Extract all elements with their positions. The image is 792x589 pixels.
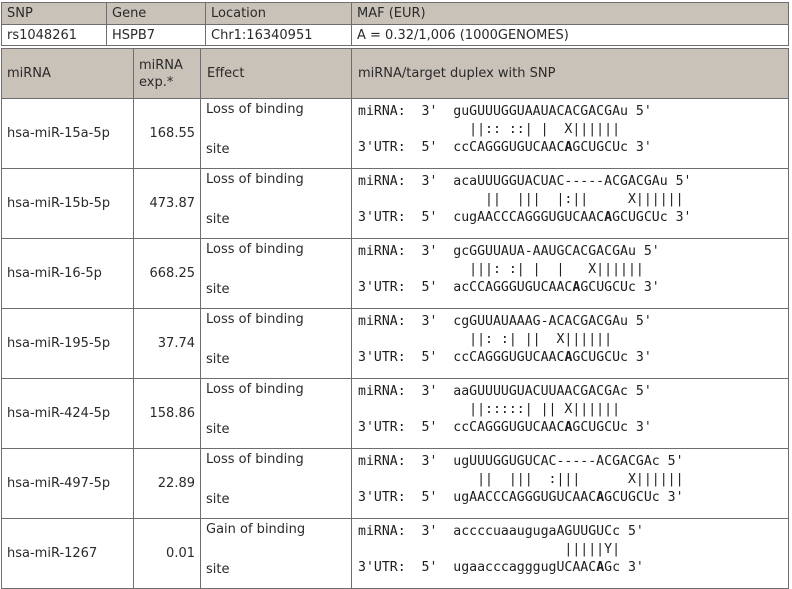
- duplex-alignment: [358, 313, 788, 367]
- duplex-alignment: [358, 173, 788, 227]
- duplex-cell: [352, 379, 789, 449]
- mirna-header-row: [2, 49, 789, 99]
- mirna-name-cell: hsa-miR-16-5p: [2, 239, 134, 309]
- duplex-header-cell: miRNA/target duplex with SNP: [352, 49, 789, 99]
- snp-allele: A: [564, 140, 573, 155]
- mirna-header-cell: miRNA: [2, 49, 134, 99]
- mirna-row: [2, 239, 789, 309]
- maf-cell: A = 0.32/1,006 (1000GENOMES): [352, 25, 789, 46]
- snp-allele: A: [604, 210, 613, 225]
- effect-line1: Loss of binding: [206, 172, 304, 187]
- effect-cell: [201, 169, 352, 239]
- utr-sequence-prefix: 3'UTR: 5' cugAACCCAGGGUGUCAAC: [358, 210, 605, 225]
- effect-line2: site: [206, 492, 230, 507]
- duplex-utr-line: [358, 279, 788, 297]
- duplex-pairing-line: || ||| |:|| X||||||: [358, 192, 684, 207]
- mirna-expression-cell: 37.74: [134, 309, 201, 379]
- mirna-row: [2, 519, 789, 589]
- effect-line1: Loss of binding: [206, 452, 304, 467]
- duplex-pairing-line: ||: :| || X||||||: [358, 332, 613, 347]
- effect-cell: [201, 519, 352, 589]
- expression-header-line1: miRNA: [139, 57, 183, 73]
- mirna-name-cell: hsa-miR-15a-5p: [2, 99, 134, 169]
- snp-allele: A: [564, 420, 573, 435]
- mirna-row: [2, 169, 789, 239]
- effect-cell: [201, 449, 352, 519]
- effect-line2: site: [206, 142, 230, 157]
- utr-sequence-suffix: GCUGCUc 3': [572, 140, 652, 155]
- utr-sequence-prefix: 3'UTR: 5' ccCAGGGUGUCAAC: [358, 140, 565, 155]
- effect-line1: Loss of binding: [206, 312, 304, 327]
- utr-sequence-prefix: 3'UTR: 5' ugAACCCAGGGUGUCAAC: [358, 490, 597, 505]
- duplex-pairing-line: |||: :| | | X||||||: [358, 262, 644, 277]
- duplex-cell: [352, 239, 789, 309]
- effect-cell: [201, 239, 352, 309]
- duplex-cell: [352, 99, 789, 169]
- mirna-expression-cell: 22.89: [134, 449, 201, 519]
- mirna-name-cell: hsa-miR-195-5p: [2, 309, 134, 379]
- duplex-cell: [352, 169, 789, 239]
- mirna-table: [1, 48, 789, 589]
- duplex-pairing-line: ||:: ::| | X||||||: [358, 122, 621, 137]
- snp-allele: A: [596, 560, 605, 575]
- mirna-expression-cell: 473.87: [134, 169, 201, 239]
- maf-header-cell: MAF (EUR): [352, 3, 789, 25]
- duplex-utr-line: [358, 419, 788, 437]
- snp-header-cell: SNP: [2, 3, 107, 25]
- duplex-mirna-line: miRNA: 3' acaUUUGGUACUAC-----ACGACGAu 5': [358, 174, 692, 189]
- mirna-name-cell: hsa-miR-424-5p: [2, 379, 134, 449]
- utr-sequence-prefix: 3'UTR: 5' ccCAGGGUGUCAAC: [358, 350, 565, 365]
- duplex-utr-line: [358, 209, 788, 227]
- snp-allele: A: [564, 350, 573, 365]
- mirna-expression-cell: 168.55: [134, 99, 201, 169]
- mirna-row: [2, 449, 789, 519]
- snp-value-row: [2, 25, 789, 46]
- mirna-name-cell: hsa-miR-497-5p: [2, 449, 134, 519]
- duplex-alignment: [358, 243, 788, 297]
- duplex-alignment: [358, 383, 788, 437]
- effect-line2: site: [206, 422, 230, 437]
- effect-line1: Loss of binding: [206, 102, 304, 117]
- expression-header-line2: exp.*: [139, 74, 174, 90]
- duplex-alignment: [358, 103, 788, 157]
- location-header-cell: Location: [206, 3, 352, 25]
- duplex-alignment: [358, 453, 788, 507]
- utr-sequence-suffix: GCUGCUc 3': [572, 420, 652, 435]
- duplex-utr-line: [358, 349, 788, 367]
- mirna-row: [2, 99, 789, 169]
- duplex-utr-line: [358, 489, 788, 507]
- utr-sequence-prefix: 3'UTR: 5' ugaacccagggugUCAAC: [358, 560, 597, 575]
- effect-line2: site: [206, 562, 230, 577]
- effect-cell: [201, 379, 352, 449]
- mirna-expression-cell: 0.01: [134, 519, 201, 589]
- duplex-cell: [352, 519, 789, 589]
- mirna-name-cell: hsa-miR-15b-5p: [2, 169, 134, 239]
- utr-sequence-suffix: GCUGCUc 3': [572, 350, 652, 365]
- utr-sequence-prefix: 3'UTR: 5' ccCAGGGUGUCAAC: [358, 420, 565, 435]
- duplex-mirna-line: miRNA: 3' gcGGUUAUA-AAUGCACGACGAu 5': [358, 244, 660, 259]
- effect-line2: site: [206, 212, 230, 227]
- gene-cell: HSPB7: [107, 25, 206, 46]
- duplex-mirna-line: miRNA: 3' ugUUUGGUGUCAC-----ACGACGAc 5': [358, 454, 684, 469]
- duplex-pairing-line: |||||Y|: [358, 542, 621, 557]
- duplex-pairing-line: || ||| :||| X||||||: [358, 472, 684, 487]
- mirna-row: [2, 379, 789, 449]
- effect-cell: [201, 99, 352, 169]
- snp-id-cell: rs1048261: [2, 25, 107, 46]
- utr-sequence-suffix: Gc 3': [604, 560, 644, 575]
- gene-header-cell: Gene: [107, 3, 206, 25]
- expression-header-cell: [134, 49, 201, 99]
- effect-line2: site: [206, 352, 230, 367]
- utr-sequence-suffix: GCUGCUc 3': [580, 280, 660, 295]
- utr-sequence-suffix: GCUGCUc 3': [612, 210, 692, 225]
- duplex-pairing-line: ||:::::| || X||||||: [358, 402, 621, 417]
- duplex-mirna-line: miRNA: 3' aaGUUUUGUACUUAACGACGAc 5': [358, 384, 652, 399]
- duplex-cell: [352, 309, 789, 379]
- effect-line1: Loss of binding: [206, 242, 304, 257]
- location-cell: Chr1:16340951: [206, 25, 352, 46]
- mirna-name-cell: hsa-miR-1267: [2, 519, 134, 589]
- utr-sequence-prefix: 3'UTR: 5' acCCAGGGUGUCAAC: [358, 280, 573, 295]
- mirna-row: [2, 309, 789, 379]
- mirna-expression-cell: 158.86: [134, 379, 201, 449]
- duplex-alignment: [358, 523, 788, 577]
- snp-header-row: [2, 3, 789, 25]
- effect-header-cell: Effect: [201, 49, 352, 99]
- duplex-mirna-line: miRNA: 3' guGUUUGGUAAUACACGACGAu 5': [358, 104, 652, 119]
- utr-sequence-suffix: GCUGCUc 3': [604, 490, 684, 505]
- mirna-expression-cell: 668.25: [134, 239, 201, 309]
- snp-allele: A: [596, 490, 605, 505]
- duplex-utr-line: [358, 139, 788, 157]
- duplex-mirna-line: miRNA: 3' accccuaaugugaAGUUGUCc 5': [358, 524, 644, 539]
- effect-line1: Gain of binding: [206, 522, 306, 537]
- duplex-cell: [352, 449, 789, 519]
- snp-info-table: [1, 2, 789, 46]
- duplex-mirna-line: miRNA: 3' cgGUUAUAAAG-ACACGACGAu 5': [358, 314, 652, 329]
- snp-allele: A: [572, 280, 581, 295]
- effect-cell: [201, 309, 352, 379]
- effect-line1: Loss of binding: [206, 382, 304, 397]
- effect-line2: site: [206, 282, 230, 297]
- duplex-utr-line: [358, 559, 788, 577]
